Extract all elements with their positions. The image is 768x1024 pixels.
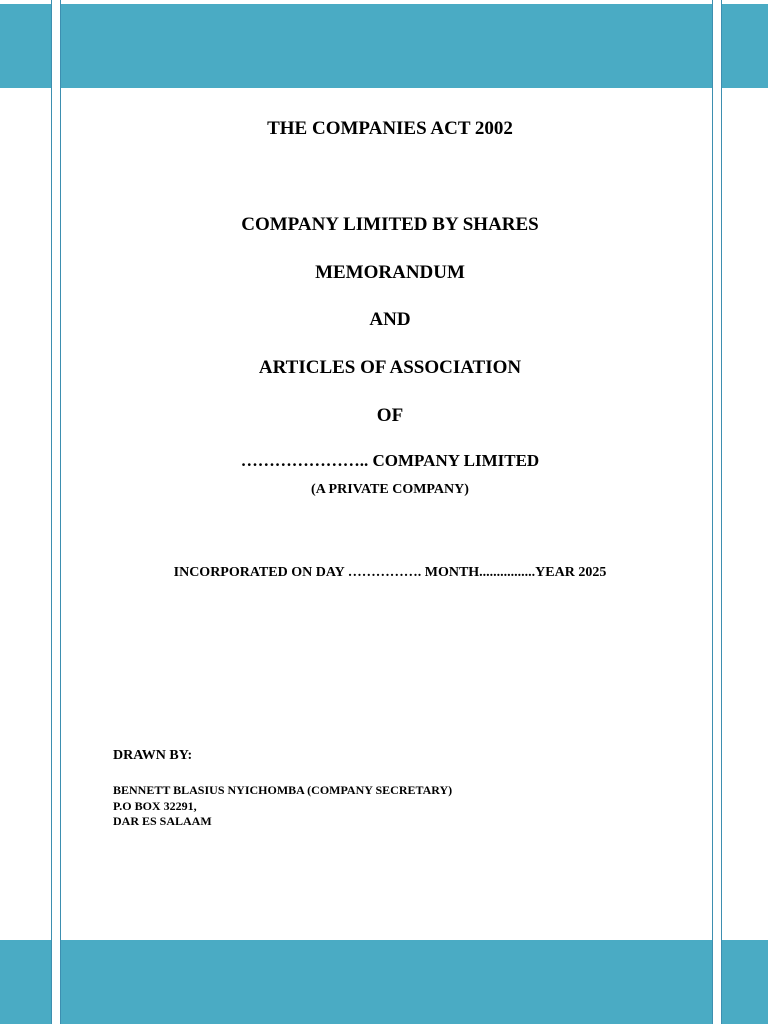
border-line-left-outer — [51, 0, 52, 1024]
top-band-right — [722, 4, 768, 88]
company-name-line: ………………….. COMPANY LIMITED — [240, 451, 540, 470]
company-kind: (A PRIVATE COMPANY) — [311, 482, 469, 497]
top-band-center — [61, 4, 712, 88]
drafter-name: BENNETT BLASIUS NYICHOMBA (COMPANY SECRETARY) — [113, 783, 453, 797]
border-line-right-inner — [712, 0, 713, 1024]
bottom-band-center — [61, 940, 712, 1024]
bottom-band-left — [0, 940, 51, 1024]
bottom-band-right — [722, 940, 768, 1024]
act-title: THE COMPANIES ACT 2002 — [267, 118, 513, 139]
company-type-heading: COMPANY LIMITED BY SHARES — [241, 214, 539, 235]
drawn-by-label: DRAWN BY: — [113, 748, 193, 763]
border-line-right-outer — [721, 0, 722, 1024]
border-line-left-inner — [60, 0, 61, 1024]
drafter-city: DAR ES SALAAM — [113, 814, 212, 828]
of-heading: OF — [376, 405, 404, 426]
and-heading: AND — [369, 309, 411, 330]
incorporation-line: INCORPORATED ON DAY ……………. MONTH................YEAR 2025 — [173, 565, 607, 580]
articles-heading: ARTICLES OF ASSOCIATION — [258, 357, 522, 378]
drafter-po-box: P.O BOX 32291, — [113, 799, 197, 813]
top-band-left — [0, 4, 51, 88]
memorandum-heading: MEMORANDUM — [315, 262, 465, 283]
